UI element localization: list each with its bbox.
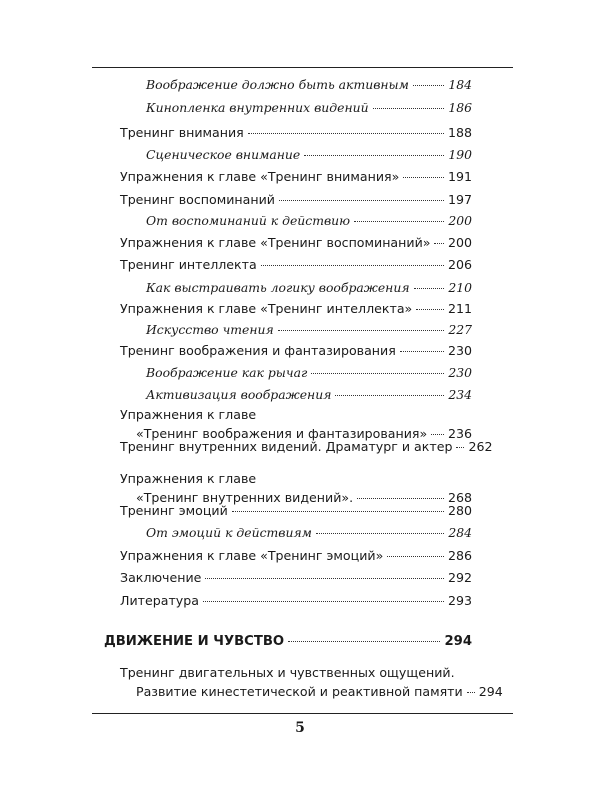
toc-entry-title: Тренинг интеллекта [120,257,257,272]
toc-entry-page: 262 [468,439,493,454]
toc-entry-title: Кинопленка внутренних видений [146,100,369,115]
dot-leader [431,434,444,435]
toc-entry-title: Воображение как рычаг [146,365,308,380]
toc-entry-line [120,168,472,186]
toc-entry-page: 293 [447,593,472,608]
toc-entry-page: 184 [448,77,472,92]
toc-entry-title: Упражнения к главе «Тренинг интеллекта» [120,301,413,316]
toc-entry-title: Тренинг внутренних видений. Драматург и актер [120,439,453,454]
toc-entry-title: «Тренинг внутренних видений». [136,490,354,505]
toc-entry-title: «Тренинг воображения и фантазирования» [136,426,428,441]
toc-entry-title: Искусство чтения [146,322,274,337]
toc-entry-line [120,664,472,682]
toc-entry-page: 227 [448,322,472,337]
toc-entry-page: 186 [448,100,472,115]
toc-entry-line [120,300,472,318]
dot-leader [403,177,444,178]
dot-leader [357,498,444,499]
toc-entry-line [120,124,472,142]
toc-entry-page: 236 [447,426,472,441]
toc-entry-title: Тренинг эмоций [120,503,228,518]
dot-leader [335,395,444,396]
dot-leader [316,533,444,534]
toc-entry-line [146,386,472,404]
dot-leader [456,447,464,448]
toc-entry-page: 234 [448,387,472,402]
toc-entry-line [146,364,472,382]
dot-leader [288,641,440,642]
toc-entry-page: 211 [447,301,472,316]
toc-entry-title: Тренинг внимания [120,125,244,140]
toc-entry-title: ДВИЖЕНИЕ И ЧУВСТВО [104,634,285,649]
toc-entry-page: 210 [448,280,472,295]
toc-entry-title: Упражнения к главе «Тренинг внимания» [120,169,400,184]
toc-entry-title: Воображение должно быть активным [146,77,409,92]
dot-leader [387,556,444,557]
toc-entry-line [146,524,472,542]
toc-entry-page: 200 [447,235,472,250]
toc-entry-title: Тренинг воображения и фантазирования [120,343,396,358]
toc-entry-line [120,342,472,360]
dot-leader [467,692,475,693]
dot-leader [413,85,444,86]
toc-entry-line [146,321,472,339]
dot-leader [232,511,444,512]
dot-leader [416,309,444,310]
toc-entry-title: От воспоминаний к действию [146,213,351,228]
page-number: 5 [295,720,305,736]
toc-entry-title: Литература [120,593,199,608]
dot-leader [354,221,444,222]
dot-leader [279,200,444,201]
toc-entry-title: Упражнения к главе «Тренинг эмоций» [120,548,384,563]
toc-entry-line [120,547,472,565]
toc-entry-page: 292 [447,570,472,585]
toc-entry-title: Развитие кинестетической и реактивной памяти [136,684,463,699]
dot-leader [203,601,444,602]
toc-entry-title: От эмоций к действиям [146,525,312,540]
toc-entry-title: Упражнения к главе «Тренинг воспоминаний» [120,235,431,250]
toc-entry-line [120,569,472,587]
toc-entry-page: 230 [447,343,472,358]
toc-entry-title: Заключение [120,570,202,585]
toc-entry-title: Упражнения к главе [120,471,257,486]
toc-entry-line [120,256,472,274]
toc-entry-line [120,438,493,456]
toc-entry-line [120,191,472,209]
toc-entry-page: 188 [447,125,472,140]
toc-entry-page: 197 [447,192,472,207]
dot-leader [248,133,444,134]
toc-entry-page: 206 [447,257,472,272]
toc-entry-page: 190 [448,147,472,162]
toc-entry-page: 294 [444,634,472,649]
toc-entry-page: 230 [448,365,472,380]
toc-entry-page: 294 [478,684,503,699]
toc-entry-title: Сценическое внимание [146,147,301,162]
toc-entry-line [146,146,472,164]
dot-leader [261,265,444,266]
toc-entry-title: Упражнения к главе [120,407,257,422]
toc-entry-title: Как выстраивать логику воображения [146,280,410,295]
dot-leader [434,243,443,244]
toc-entry-line [104,633,472,651]
bottom-rule [92,713,513,714]
toc-entry-page: 284 [448,525,472,540]
dot-leader [400,351,444,352]
toc-entry-title: Тренинг двигательных и чувственных ощущений. [120,665,455,680]
toc-entry-title: Тренинг воспоминаний [120,192,275,207]
toc-entry-page: 191 [447,169,472,184]
toc-entry-line [136,683,503,701]
toc-entry-line [120,234,472,252]
toc-entry-page: 200 [448,213,472,228]
toc-entry-line [146,279,472,297]
toc-entry-line [146,76,472,94]
dot-leader [311,373,444,374]
dot-leader [304,155,444,156]
toc-entry-line [146,212,472,230]
toc-entry-line [120,470,472,488]
dot-leader [278,330,445,331]
toc-entry-line [146,99,472,117]
toc-entry-page: 286 [447,548,472,563]
toc-entry-page: 268 [447,490,472,505]
toc-entry-title: Активизация воображения [146,387,332,402]
toc-entry-line [120,592,472,610]
dot-leader [205,578,444,579]
dot-leader [373,108,445,109]
dot-leader [414,288,445,289]
toc-entry-line [120,502,472,520]
toc-entry-page: 280 [447,503,472,518]
toc-entry-line [120,406,472,424]
